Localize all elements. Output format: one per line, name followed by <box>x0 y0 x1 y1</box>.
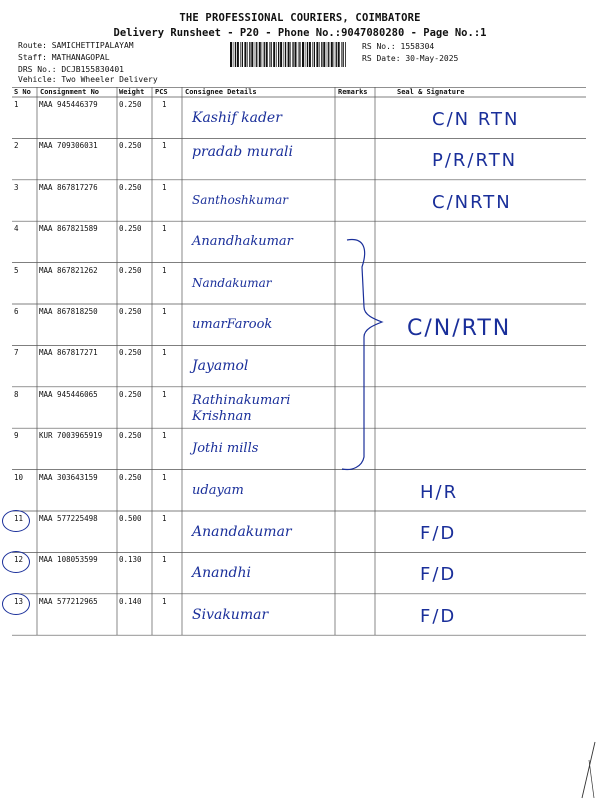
row-sno: 5 <box>14 265 19 275</box>
row-seal-signature: F/D <box>420 564 457 586</box>
row-number-circle <box>2 593 30 615</box>
row-weight: 0.130 <box>119 555 142 565</box>
col-header-consignee: Consignee Details <box>185 88 257 96</box>
row-pcs: 1 <box>162 182 167 192</box>
row-pcs: 1 <box>162 141 167 151</box>
row-sno: 11 <box>14 514 24 523</box>
row-pcs: 1 <box>162 514 167 523</box>
row-consignment-no: MAA 867817271 <box>39 348 98 358</box>
row-pcs: 1 <box>162 431 167 441</box>
row-consignee-handwritten: pradab murali <box>192 144 294 161</box>
row-sno: 12 <box>14 555 24 565</box>
rs-date: RS Date: 30-May-2025 <box>362 54 459 63</box>
row-consignment-no: MAA 945446065 <box>39 389 98 399</box>
row-consignment-no: MAA 945446379 <box>39 100 98 109</box>
row-pcs: 1 <box>162 389 167 399</box>
row-consignment-no: MAA 867818250 <box>39 307 98 316</box>
row-consignee-handwritten: udayam <box>192 482 244 498</box>
row-pcs: 1 <box>162 224 167 234</box>
row-seal-signature: C/N/RTN <box>407 316 512 341</box>
row-pcs: 1 <box>162 265 167 275</box>
row-pcs: 1 <box>162 307 167 316</box>
row-consignee-handwritten: Sivakumar <box>192 606 269 623</box>
col-header-remarks: Remarks <box>338 88 368 96</box>
row-weight: 0.250 <box>119 307 142 316</box>
row-consignee-handwritten: Anandakumar <box>192 524 292 540</box>
route-label: Route: SAMICHETTIPALAYAM <box>18 41 134 50</box>
row-seal-signature: P/R/RTN <box>432 150 518 172</box>
row-consignee-handwritten: Rathinakumari Krishnan <box>192 392 291 424</box>
row-consignee-handwritten: Nandakumar <box>192 275 272 290</box>
col-header-pcs: PCS <box>155 88 168 96</box>
runsheet-table <box>12 87 586 636</box>
row-weight: 0.250 <box>119 472 142 482</box>
margin-mark <box>560 740 600 800</box>
row-weight: 0.250 <box>119 348 142 358</box>
row-seal-signature: H/R <box>420 481 459 503</box>
row-weight: 0.140 <box>119 596 142 606</box>
row-consignment-no: MAA 867817276 <box>39 182 98 192</box>
row-consignee-handwritten: Kashif kader <box>192 110 282 126</box>
document-title: THE PROFESSIONAL COURIERS, COIMBATORE <box>179 12 421 24</box>
row-sno: 2 <box>14 141 19 151</box>
row-weight: 0.500 <box>119 514 142 523</box>
row-weight: 0.250 <box>119 431 142 441</box>
col-header-sno: S No <box>14 88 31 96</box>
row-consignment-no: KUR 7003965919 <box>39 431 103 441</box>
row-seal-signature: F/D <box>420 605 457 627</box>
row-sno: 10 <box>14 472 24 482</box>
row-consignee-handwritten: Jothi mills <box>192 441 259 457</box>
row-weight: 0.250 <box>119 265 142 275</box>
row-sno: 7 <box>14 348 19 358</box>
row-pcs: 1 <box>162 348 167 358</box>
col-header-consignment: Consignment No <box>40 88 100 96</box>
row-sno: 9 <box>14 431 19 441</box>
row-sno: 4 <box>14 224 19 234</box>
row-pcs: 1 <box>162 555 167 565</box>
col-header-weight: Weight <box>119 88 145 96</box>
row-weight: 0.250 <box>119 100 142 109</box>
row-consignment-no: MAA 108053599 <box>39 555 98 565</box>
rs-number: RS No.: 1558304 <box>362 42 435 51</box>
row-seal-signature: C/NRTN <box>432 191 512 213</box>
row-sno: 13 <box>14 596 24 606</box>
row-pcs: 1 <box>162 596 167 606</box>
row-consignment-no: MAA 709306031 <box>39 141 98 151</box>
vehicle-label: Vehicle: Two Wheeler Delivery <box>18 75 158 84</box>
drs-number: DRS No.: DCJB155830401 <box>18 65 124 74</box>
row-consignee-handwritten: umarFarook <box>192 317 273 332</box>
barcode-image <box>230 42 346 67</box>
row-pcs: 1 <box>162 472 167 482</box>
col-header-signature: Seal & Signature <box>397 88 465 96</box>
row-weight: 0.250 <box>119 141 142 151</box>
row-seal-signature: C/N RTN <box>432 109 520 130</box>
row-seal-signature: F/D <box>420 523 457 544</box>
staff-label: Staff: MATHANAGOPAL <box>18 53 110 62</box>
row-consignment-no: MAA 303643159 <box>39 472 98 482</box>
row-sno: 8 <box>14 389 19 399</box>
row-consignee-handwritten: Santhoshkumar <box>192 192 289 207</box>
row-weight: 0.250 <box>119 224 142 234</box>
row-consignee-handwritten: Anandhakumar <box>192 234 293 250</box>
row-consignment-no: MAA 577225498 <box>39 514 98 523</box>
row-consignment-no: MAA 577212965 <box>39 596 98 606</box>
row-consignment-no: MAA 867821589 <box>39 224 98 234</box>
row-consignee-handwritten: Anandhi <box>192 565 251 582</box>
document-subtitle: Delivery Runsheet - P20 - Phone No.:9047080280 - Page No.:1 <box>113 27 487 39</box>
row-weight: 0.250 <box>119 182 142 192</box>
row-consignee-handwritten: Jayamol <box>192 358 249 375</box>
row-weight: 0.250 <box>119 389 142 399</box>
row-sno: 3 <box>14 182 19 192</box>
row-consignment-no: MAA 867821262 <box>39 265 98 275</box>
row-sno: 1 <box>14 100 19 109</box>
row-number-circle <box>2 510 30 532</box>
row-pcs: 1 <box>162 100 167 109</box>
row-sno: 6 <box>14 307 19 316</box>
